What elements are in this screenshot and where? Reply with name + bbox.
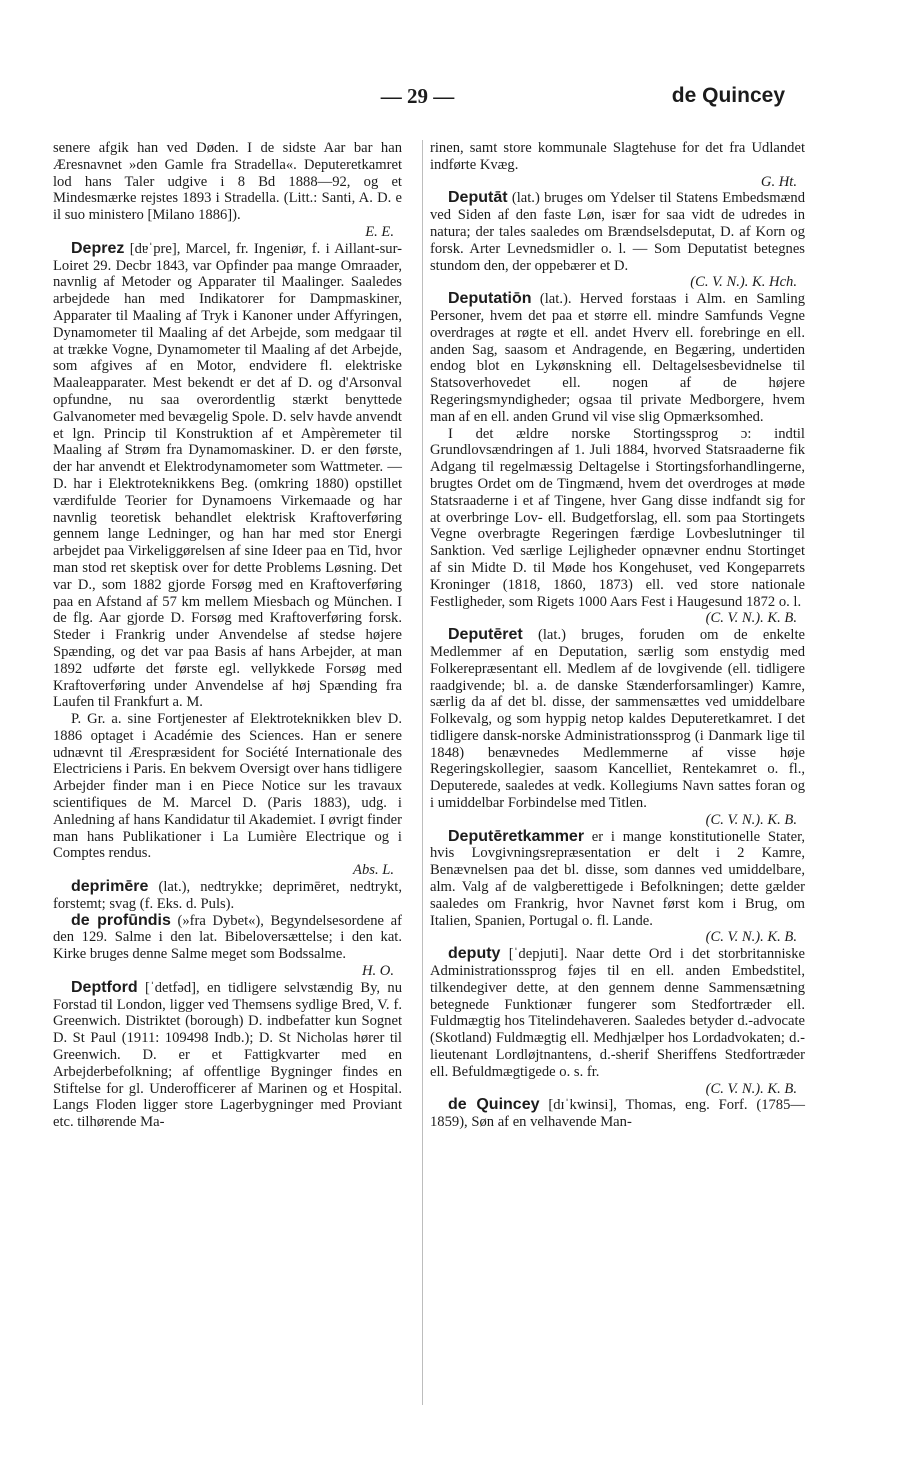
- headword: deputy: [448, 945, 501, 963]
- entry-text: (lat.) bruges om Ydelser til Statens Embedsmænd ved Siden af den faste Løn, især for saa vidt de udredes in natura; der tales saaledes om Brændselsdeputat, D. af Korn og forsk. Arter Levnedsmidler o. l. — Som Deputatist betegnes stundom den, der oppebærer et D.: [430, 190, 805, 274]
- entry-paragraph: [430, 426, 805, 628]
- headword: Deputatiōn: [448, 290, 532, 308]
- entry-continuation: [53, 140, 402, 241]
- headword: de Quincey: [448, 1096, 540, 1114]
- entry-text: [ˈdepjuti]. Naar dette Ord i det storbritanniske Administrationssprog føjes til en ell. anden Embedstitel, tilkendegiver dette, at den gennem denne Sammensætning betegnede Funktionær fungerer som Stedfortræder ell. Fuldmægtig hos Titelindehaveren. Saaledes betyder d.-advocate (Skotland) Fuldmægtig ell. Medhjælper hos Lordadvokaten; d.-lieutenant Lordløjtnantens, d.-sherif Sheriffens Stedfortræder ell. Befuldmægtigede o. s. fr.: [430, 946, 805, 1080]
- headword: deprimēre: [71, 878, 149, 896]
- entry-text: (lat.). Herved forstaas i Alm. en Samling Personer, hvem det paa et større ell. mindre Samfunds Vegne overdrages at røgte et ell. andet Hverv ell. forebringe en ell. anden Sag, saasom et Andragende, en Begæring, undertiden endog blot en Lykønskning ell. Deltagelsesbevidnelse til Statsoverhovedet ell. nogen af de højere Regeringsmyndigheder; ogsaa til private Medborgere, hvem man af en ell. anden Grund vil vise slig Opmærksomhed.: [430, 291, 805, 425]
- entry-signature: H. O.: [361, 963, 394, 980]
- headword: Deptford: [71, 978, 138, 996]
- headword: Deputēretkammer: [448, 827, 585, 845]
- entry-signature: (C. V. N.). K. B.: [705, 811, 797, 828]
- entry-de-quincey: [430, 1097, 805, 1131]
- headword: Deputāt: [448, 189, 508, 207]
- entry-deprimere: [53, 879, 402, 913]
- entry-text: P. Gr. a. sine Fortjenester af Elektroteknikken blev D. 1886 optaget i Académie des Sciences. Han er senere udnævnt til Ærespræsident for Société Internationale des Electriciens i Paris. En bekvem Oversigt over hans tidligere Arbejder finder man i en Piece Notice sur les travaux scientifiques de M. Marcel D. (Paris 1883), udg. i Anledning af hans Kandidatur til Akademiet. I øvrigt finder man hans Publikationer i La Lumière Electrique og i Comptes rendus.: [53, 711, 402, 862]
- entry-deputation: [430, 291, 805, 425]
- entry-text: rinen, samt store kommunale Slagtehuse for det fra Udlandet indførte Kvæg.: [430, 140, 805, 173]
- entry-deputat: [430, 190, 805, 291]
- entry-text: (lat.) bruges, foruden om de enkelte Medlemmer af en Deputation, særlig som enstydig med Folkerepræsentant ell. Medlem af de lovgivende (ell. tidligere raadgivende; bl. a. de danske Stænderforsamlinger) Kamre, særlig da af det bl. disse, der sammensættes ved umiddelbare Folkevalg, og som hyppig netop kaldes Deputeretkamret. I det tidligere dansk-norske Administrationssprog (i Danmark lige til 1848) benævnedes Medlemmerne af visse høje Regeringskollegier, saasom Kancelliet, Rentekamret o. fl., Deputerede, saaledes at vedk. Kollegiums Navn sattes foran og i umiddelbar Forbindelse med Titlen.: [430, 627, 805, 812]
- entry-text: er i mange konstitutionelle Stater, hvis Lovgivningsrepræsentation er delt i 2 Kamre, Benævnelsen paa det bl. disse, som dannes ved umiddelbare, alm. Valg af de valgberettigede i Befolkningen; dette gælder saaledes om Frankrig, hvor Navnet først kom i Brug, om Italien, Spanien, Portugal o. fl. Lande.: [430, 828, 805, 929]
- entry-text: [dɐˈpre], Marcel, fr. Ingeniør, f. i Aillant-sur-Loiret 29. Decbr 1843, var Opfinder paa mange Omraader, navnlig af Metoder og Apparater til Maalinger. Saaledes arbejdede han med Indikatorer for Dampmaskiner, Apparater til Maaling af Tryk i Kanoner under Affyringen, Dynamometer til Maaling af det Arbejde, som medgaar til at trække Vogne, Dynamometer til Maaling af det Arbejde, som afgives af en Motor, endvidere fl. elektriske Maaleapparater. Mest bekendt er det af D. og d'Arsonval opfundne, nu saa overordentlig stærkt benyttede Galvanometer med bevægelig Spole. D. selv havde anvendt et lgn. Princip til Konstruktion af et Ampèremeter til Maaling af Strøm fra Dynamomaskiner. D. er den første, der har anvendt et Elektrodynamometer som Wattmeter. — D. har i Elektroteknikkens Beg. (omkring 1880) opstillet værdifulde Teorier for Dynamoens Virkemaade og har navnlig teoretisk behandlet elektrisk Kraftoverføring gennem lange Ledninger, og han har med stor Energi arbejdet paa Virkeliggørelsen af sine Ideer paa en Tid, hvor man stod ret skeptisk over for dette Problems Løsning. Det var D., som 1882 gjorde Forsøg med en Kraftoverføring paa en Afstand af 57 km mellem Miesbach og München. I de flg. Aar gjorde D. Forsøg med Kraftoverføring forsk. Steder i Frankrig under Anvendelse af stedse højere Spænding, og det var paa Basis af hans Arbejder, at man 1892 udførte det første egl. vellykkede Forsøg med Kraftoverføring under Anvendelse af høj Spænding fra Laufen til Frankfurt a. M.: [53, 240, 402, 711]
- entry-signature: (C. V. N.). K. Hch.: [690, 274, 797, 291]
- entry-deputeret: [430, 627, 805, 829]
- entry-text: (»fra Dybet«), Begyndelsesordene af den 129. Salme i den lat. Bibeloversættelse; i den kat. Kirke bruges denne Salme meget som Bodssalme.: [53, 912, 402, 963]
- entry-signature: G. Ht.: [760, 173, 797, 190]
- page-number: — 29 —: [380, 84, 455, 108]
- entry-signature: (C. V. N.). K. B.: [705, 929, 797, 946]
- entry-text: (lat.), nedtrykke; deprimēret, nedtrykt, forstemt; svag (f. Eks. d. Puls).: [53, 879, 402, 912]
- headword: de profūndis: [71, 911, 171, 929]
- entry-deputy: [430, 946, 805, 1097]
- page-header: [50, 82, 785, 112]
- entry-deprez: [53, 241, 402, 711]
- entry-continuation: [430, 140, 805, 190]
- entry-deptford: [53, 980, 402, 1131]
- entry-paragraph: [53, 711, 402, 879]
- entry-signature: (C. V. N.). K. B.: [705, 610, 797, 627]
- running-head: de Quincey: [671, 84, 785, 107]
- entry-de-profundis: [53, 913, 402, 980]
- headword: Deprez: [71, 239, 125, 257]
- right-column: [430, 140, 805, 1131]
- entry-text: I det ældre norske Stortingssprog ɔ: indtil Grundlovsændringen af 1. Juli 1884, hvorved Statsraaderne fik Adgang til regelmæssig Deltagelse i Stortingsforhandlingerne, brugtes Ordet om de Tingmænd, hvem det overdroges at møde Statsraaderne i et af Tingene, hver Gang disse indfandt sig for at overbringe Lov- ell. Budgetforslag, ell. som paa Stortingets Vegne overbragte Regeringen færdige Lovbeslutninger til Sanktion. Ved særlige Lejligheder opnævner endnu Stortinget af sin Midte D. til Møde hos Kongehuset, ved Kongeparrets Kroninger (1818, 1860, 1873) ell. ved store nationale Festligheder, som Rigets 1000 Aars Fest i Haugesund 1872 o. l.: [430, 425, 805, 610]
- column-divider: [422, 140, 423, 1405]
- entry-signature: Abs. L.: [353, 862, 394, 879]
- entry-text: [dɪˈkwinsi], Thomas, eng. Forf. (1785—1859), Søn af en velhavende Man-: [430, 1097, 805, 1131]
- entry-text: senere afgik han ved Døden. I de sidste Aar bar han Æresnavnet »den Gamle fra Stradella«. Deputeretkamret lod hans Taler udgive i 8 Bd 1888—92, og et Mindesmærke rejstes 1893 i Stradella. (Litt.: Santi, A. D. e il suo ministero [Milano 1886]).: [53, 140, 402, 224]
- entry-deputeretkammer: [430, 829, 805, 947]
- headword: Deputēret: [448, 626, 523, 644]
- entry-signature: E. E.: [365, 223, 394, 240]
- left-column: [53, 140, 402, 1131]
- entry-text: [ˈdetfəd], en tidligere selvstændig By, nu Forstad til London, ligger ved Themsens sydlige Bred, V. f. Greenwich. Distriktet (borough) D. indbefatter kun Sognet D. St Paul (1911: 109498 Indb.); D. St Nicholas hører til Greenwich. D. er et Fattigkvarter med en Arbejderbefolkning; af offentlige Bygninger findes en Stiftelse for gl. Underofficerer af Marinen og et Hospital. Langs Floden ligger store Lagerbygninger med Proviant etc. tilhørende Ma-: [53, 979, 402, 1131]
- entry-signature: (C. V. N.). K. B.: [705, 1080, 797, 1097]
